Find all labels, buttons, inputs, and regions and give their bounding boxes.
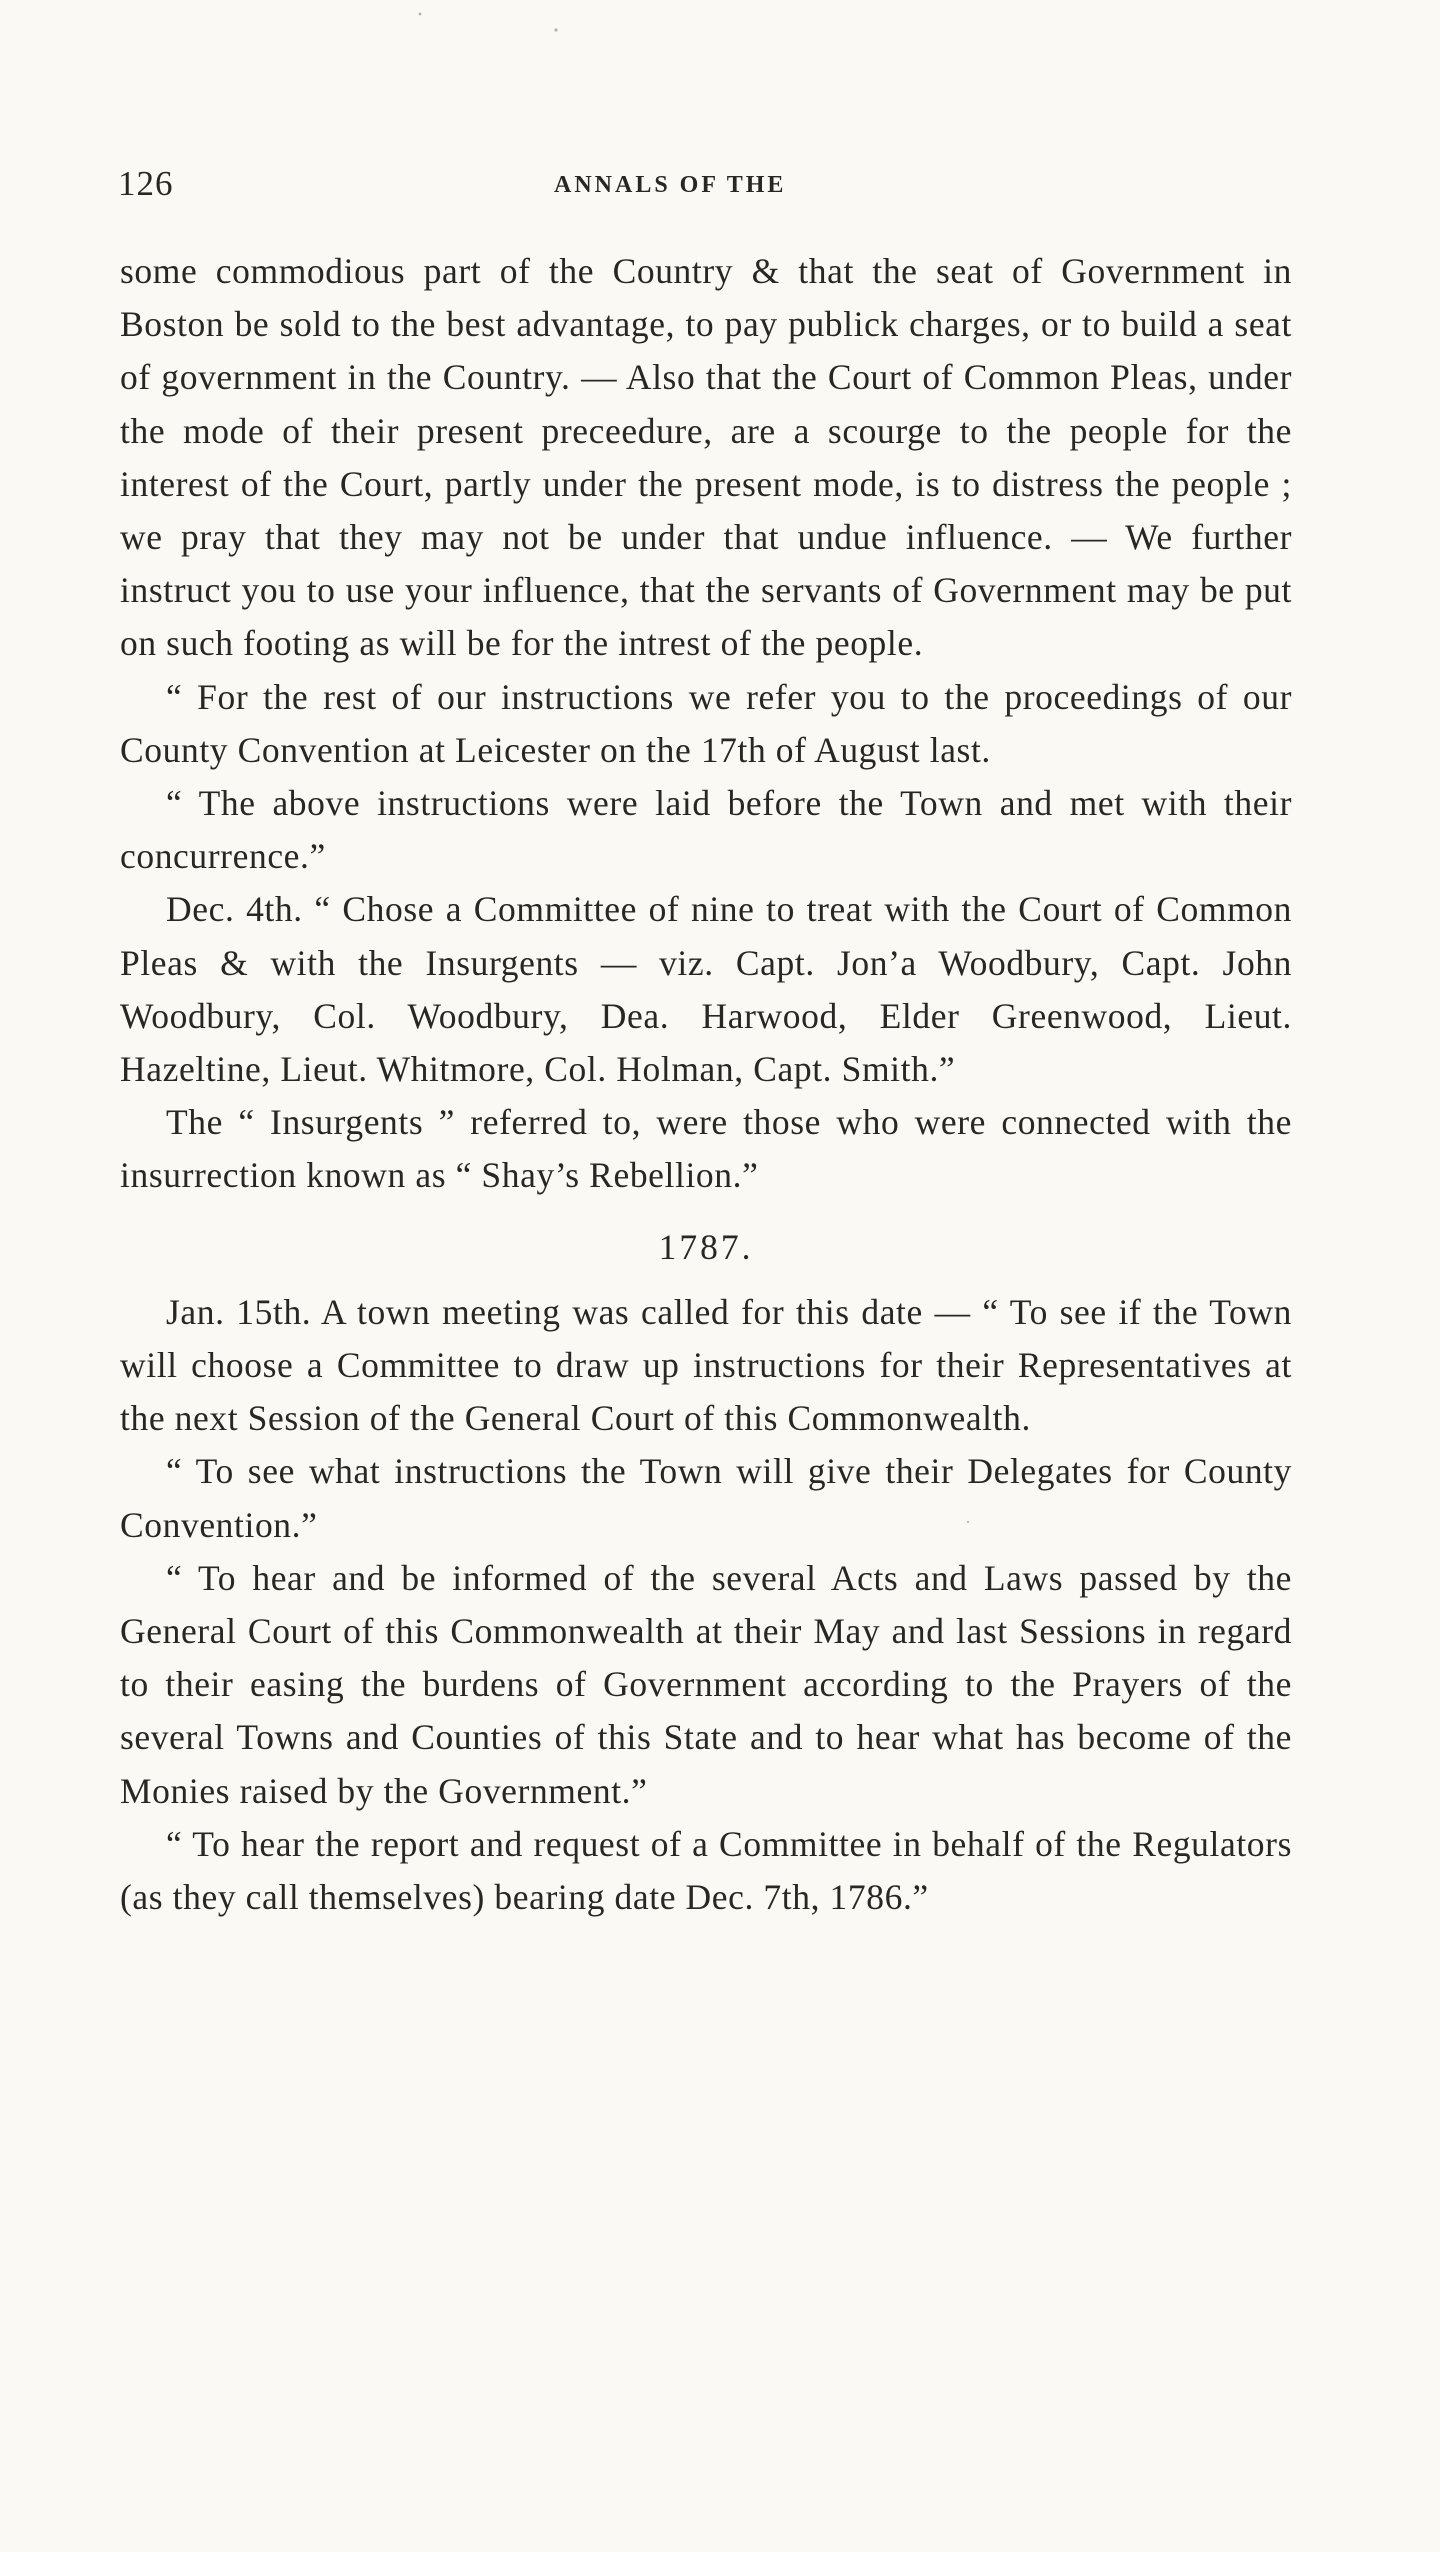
paragraph-instructions-continued: some commodious part of the Country & that the seat of Government in Boston be sold to the best advantage, to pay publick charges, or to build a seat of government in the Country. — Also that the Court of Common Pleas, under the mode of their present preceedure, are a scourge to the people for the interest of the Court, partly under the present mode, is to distress the people ; we pray that they may not be under that undue influence. — We further instruct you to use your influence, that the servants of Government may be put on such footing as will be for the intrest of the people. (120, 251, 1292, 664)
paragraph-rest-of-instructions: “ For the rest of our instructions we refer you to the proceedings of our County Convention at Leicester on the 17th of August last. (120, 676, 1292, 770)
paragraph-committee-of-nine: Dec. 4th. “ Chose a Committee of nine to treat with the Court of Common Pleas & with the Insurgents — viz. Capt. Jon’a Woodbury, Capt. John Woodbury, Col. Woodbury, Dea. Harwood, Elder Greenwood, Lieut. Hazeltine, Lieut. Whitmore, Col. Holman, Capt. Smith.” (120, 889, 1292, 1090)
paper-speck (554, 28, 557, 31)
running-head (118, 164, 1298, 208)
paragraph-delegates: “ To see what instructions the Town will give their Delegates for County Convention.” (120, 1451, 1292, 1545)
paragraph-town-meeting: Jan. 15th. A town meeting was called for this date — “ To see if the Town will choose a Committee to draw up instructions for their Representatives at the next Session of the General Court of this Commonwealth. (120, 1291, 1292, 1439)
body-text (120, 245, 1292, 1924)
page-number: 126 (118, 164, 174, 203)
paragraph-regulators: “ To hear the report and request of a Committee in behalf of the Regulators (as they call themselves) bearing date Dec. 7th, 1786.” (120, 1823, 1292, 1918)
paragraph-acts-and-laws: “ To hear and be informed of the several Acts and Laws passed by the General Court of this Commonwealth at their May and last Sessions in regard to their easing the burdens of Government according to the Prayers of the several Towns and Counties of this State and to hear what has become of the Monies raised by the Government.” (120, 1557, 1292, 1811)
paper-speck (419, 13, 422, 16)
year-heading: 1787. (658, 1226, 754, 1267)
paragraph-insurgents-note: The “ Insurgents ” referred to, were those who were connected with the insurrection known as “ Shay’s Rebellion.” (120, 1102, 1292, 1196)
paragraph-concurrence: “ The above instructions were laid before the Town and met with their concurrence.” (120, 783, 1292, 877)
running-title: ANNALS OF THE (554, 172, 787, 198)
